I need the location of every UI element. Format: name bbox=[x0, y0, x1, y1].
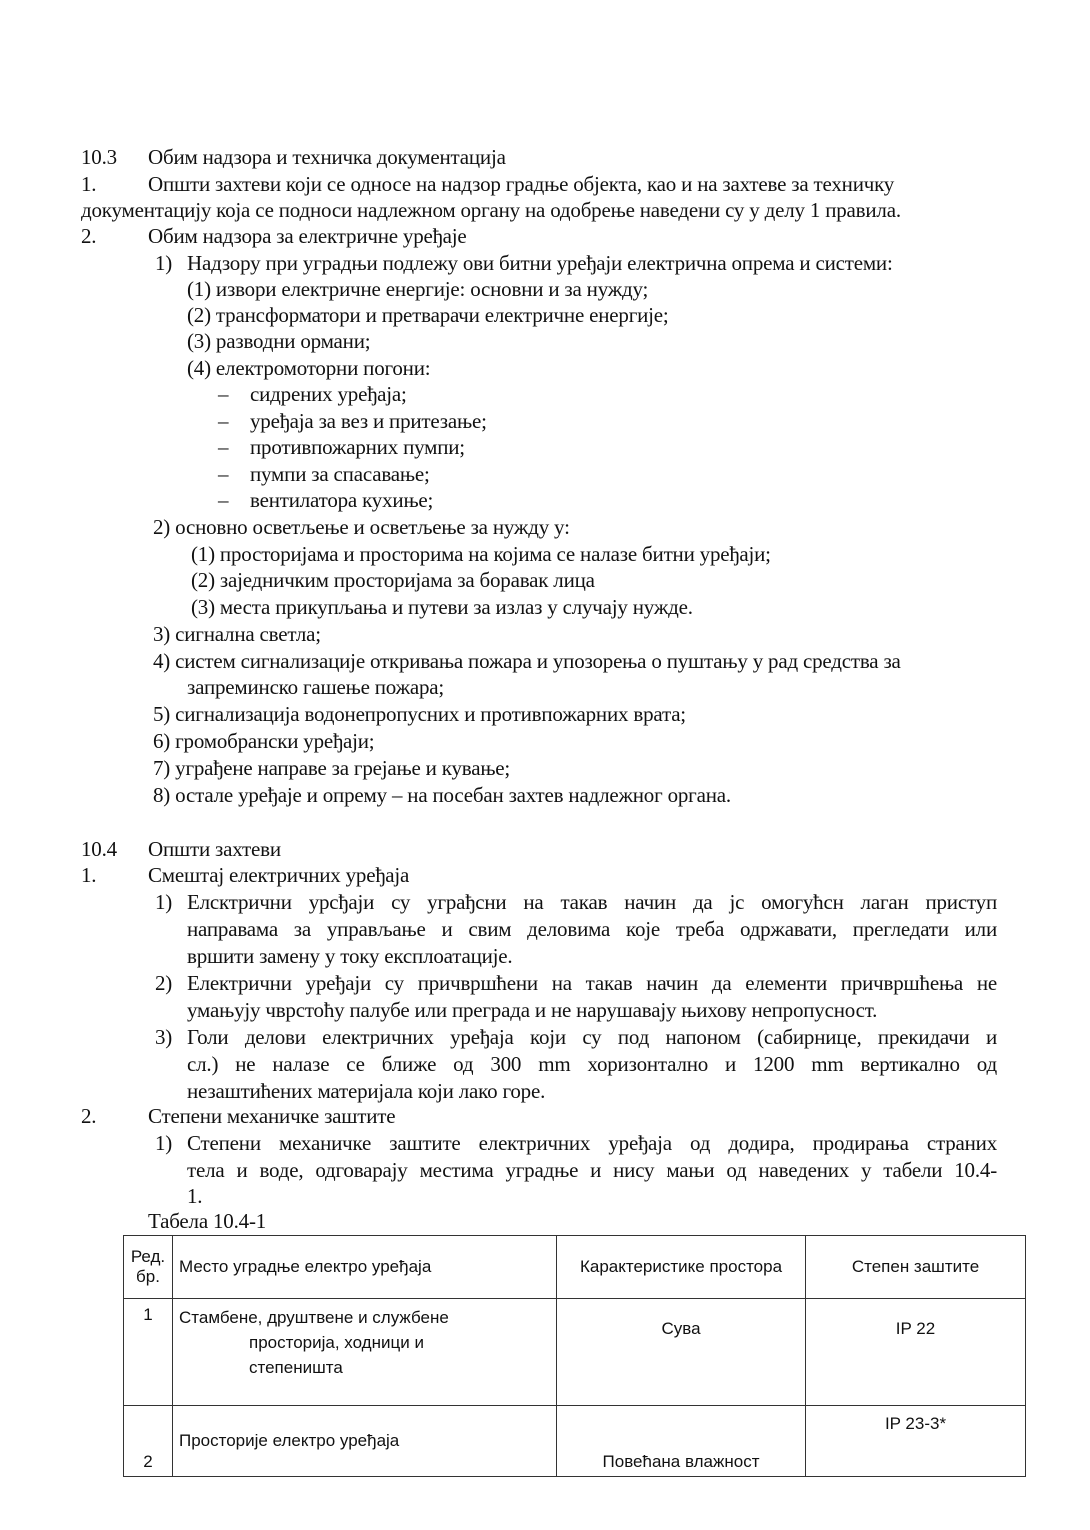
list-item-4: 4) систем сигнализације откривања пожара и упозорења о пуштању у рад средства за bbox=[153, 649, 901, 673]
header-cell-no bbox=[124, 1236, 173, 1299]
dash-item: уређаја за вез и притезање; bbox=[250, 409, 487, 433]
cell-protection: IP 23-3* bbox=[806, 1406, 1026, 1477]
list-item-5: 5) сигнализација водонепропусних и противпожарних врата; bbox=[153, 702, 686, 726]
cell-no: 1 bbox=[124, 1299, 173, 1406]
dash-item: противпожарних пумпи; bbox=[250, 435, 465, 459]
place-line: степеништа bbox=[249, 1358, 343, 1377]
dash-bullet: – bbox=[218, 462, 229, 486]
protection-table bbox=[123, 1235, 1026, 1477]
header-cell-protection: Степен заштите bbox=[806, 1236, 1026, 1299]
item-2-title: Обим надзора за електричне уређаје bbox=[148, 224, 467, 248]
list-item-8: 8) остале уређаје и опрему – на посебан захтев надлежног органа. bbox=[153, 783, 731, 807]
s4-item-1-title: Смештај електричних уређаја bbox=[148, 863, 410, 887]
dash-item: сидрених уређаја; bbox=[250, 382, 407, 406]
s4-item-2-number: 2. bbox=[81, 1104, 97, 1128]
sub2-item: (3) места прикупљања и путеви за излаз у случају нужде. bbox=[191, 595, 693, 619]
s4-item-1-number: 1. bbox=[81, 863, 97, 887]
s4-sub1-line: Елсктрични урсђаји су уграђсни на такав начин да јс омогућсн лаган приступ bbox=[187, 890, 997, 914]
header-cell-place: Место уградње електро уређаја bbox=[173, 1236, 557, 1299]
cell-place: Просторије електро уређаја bbox=[173, 1406, 557, 1477]
list-item-7: 7) уграђене направе за грејање и кување; bbox=[153, 756, 511, 780]
dash-bullet: – bbox=[218, 435, 229, 459]
section-10-3-number: 10.3 bbox=[81, 145, 117, 169]
list-item-6: 6) громобрански уређаји; bbox=[153, 729, 375, 753]
sub2-item: (1) просторијама и просторима на којима се налазе битни уређаји; bbox=[191, 542, 771, 566]
s4-item2-sub-line: 1. bbox=[187, 1184, 203, 1208]
sub1-item: (1) извори електричне енергије: основни и за нужду; bbox=[187, 277, 649, 301]
cell-characteristics: Повећана влажност bbox=[557, 1406, 806, 1477]
s4-sub1-line: вршити замену у току експлоатације. bbox=[187, 944, 513, 968]
sub2-text: 2) основно осветљење и осветљење за нужду у: bbox=[153, 515, 570, 539]
sub1-text: Надзору при уградњи подлежу ови битни уређаји електрична опрема и системи: bbox=[187, 251, 893, 275]
item-2-number: 2. bbox=[81, 224, 97, 248]
dash-bullet: – bbox=[218, 382, 229, 406]
s4-sub2-label: 2) bbox=[155, 971, 173, 995]
s4-sub3-label: 3) bbox=[155, 1025, 173, 1049]
dash-bullet: – bbox=[218, 488, 229, 512]
s4-item2-sub-line: Степени механичке заштите електричних уређаја од додира, продирања страних bbox=[187, 1131, 997, 1155]
header-no-line2: бр. bbox=[136, 1267, 160, 1286]
place-line: Стамбене, друштвене и службене bbox=[179, 1308, 449, 1327]
sub1-item: (2) трансформатори и претварачи електричне енергије; bbox=[187, 303, 669, 327]
item-1-number: 1. bbox=[81, 172, 97, 196]
item-1-text-line2: документацију која се подноси надлежном органу на одобрење наведени су у делу 1 правила. bbox=[81, 198, 901, 222]
cell-place bbox=[173, 1299, 557, 1406]
item-1-text-line1: Општи захтеви који се односе на надзор градње објекта, као и на захтеве за техничку bbox=[148, 172, 895, 196]
cell-no: 2 bbox=[124, 1406, 173, 1477]
s4-item2-sub-line: тела и воде, одговарају местима уградње и нису мањи од наведених у табели 10.4- bbox=[187, 1158, 997, 1182]
list-item-3: 3) сигнална светла; bbox=[153, 622, 321, 646]
s4-sub3-line: Голи делови електричних уређаја који су под напоном (сабирнице, прекидачи и bbox=[187, 1025, 997, 1049]
list-item-4-cont: запреминско гашење пожара; bbox=[187, 675, 445, 699]
sub1-item: (4) електромоторни погони: bbox=[187, 356, 431, 380]
s4-sub3-line: незаштићених материјала који лако горе. bbox=[187, 1079, 546, 1103]
sub1-item: (3) разводни ормани; bbox=[187, 329, 371, 353]
dash-bullet: – bbox=[218, 409, 229, 433]
cell-protection: IP 22 bbox=[806, 1299, 1026, 1406]
table-row bbox=[124, 1299, 1026, 1406]
s4-sub2-line: умањују чврстоћу палубе или преграда и не нарушавају њихову непропусност. bbox=[187, 998, 878, 1022]
s4-sub1-line: направама за управљање и свим деловима које треба одржавати, прегледати или bbox=[187, 917, 997, 941]
table-caption: Табела 10.4-1 bbox=[148, 1209, 267, 1233]
sub2-item: (2) заједничким просторијама за боравак лица bbox=[191, 568, 595, 592]
dash-item: вентилатора кухиње; bbox=[250, 488, 434, 512]
section-10-3-title: Обим надзора и техничка документација bbox=[148, 145, 506, 169]
header-cell-characteristics: Карактеристике простора bbox=[557, 1236, 806, 1299]
table-row bbox=[124, 1406, 1026, 1477]
place-line: просторија, ходници и bbox=[249, 1333, 424, 1352]
cell-characteristics: Сува bbox=[557, 1299, 806, 1406]
dash-item: пумпи за спасавање; bbox=[250, 462, 430, 486]
s4-sub3-line: сл.) не налазе се ближе од 300 mm хоризонтално и 1200 mm вертикално од bbox=[187, 1052, 997, 1076]
s4-item-2-title: Степени механичке заштите bbox=[148, 1104, 396, 1128]
s4-sub2-line: Електрични уређаји су причвршћени на такав начин да елементи причвршћења не bbox=[187, 971, 997, 995]
s4-sub1-label: 1) bbox=[155, 890, 173, 914]
section-10-4-number: 10.4 bbox=[81, 837, 117, 861]
section-10-4-title: Општи захтеви bbox=[148, 837, 281, 861]
s4-item2-sub-label: 1) bbox=[155, 1131, 173, 1155]
table-header-row bbox=[124, 1236, 1026, 1299]
header-no-line1: Ред. bbox=[130, 1247, 166, 1266]
sub1-label: 1) bbox=[155, 251, 173, 275]
